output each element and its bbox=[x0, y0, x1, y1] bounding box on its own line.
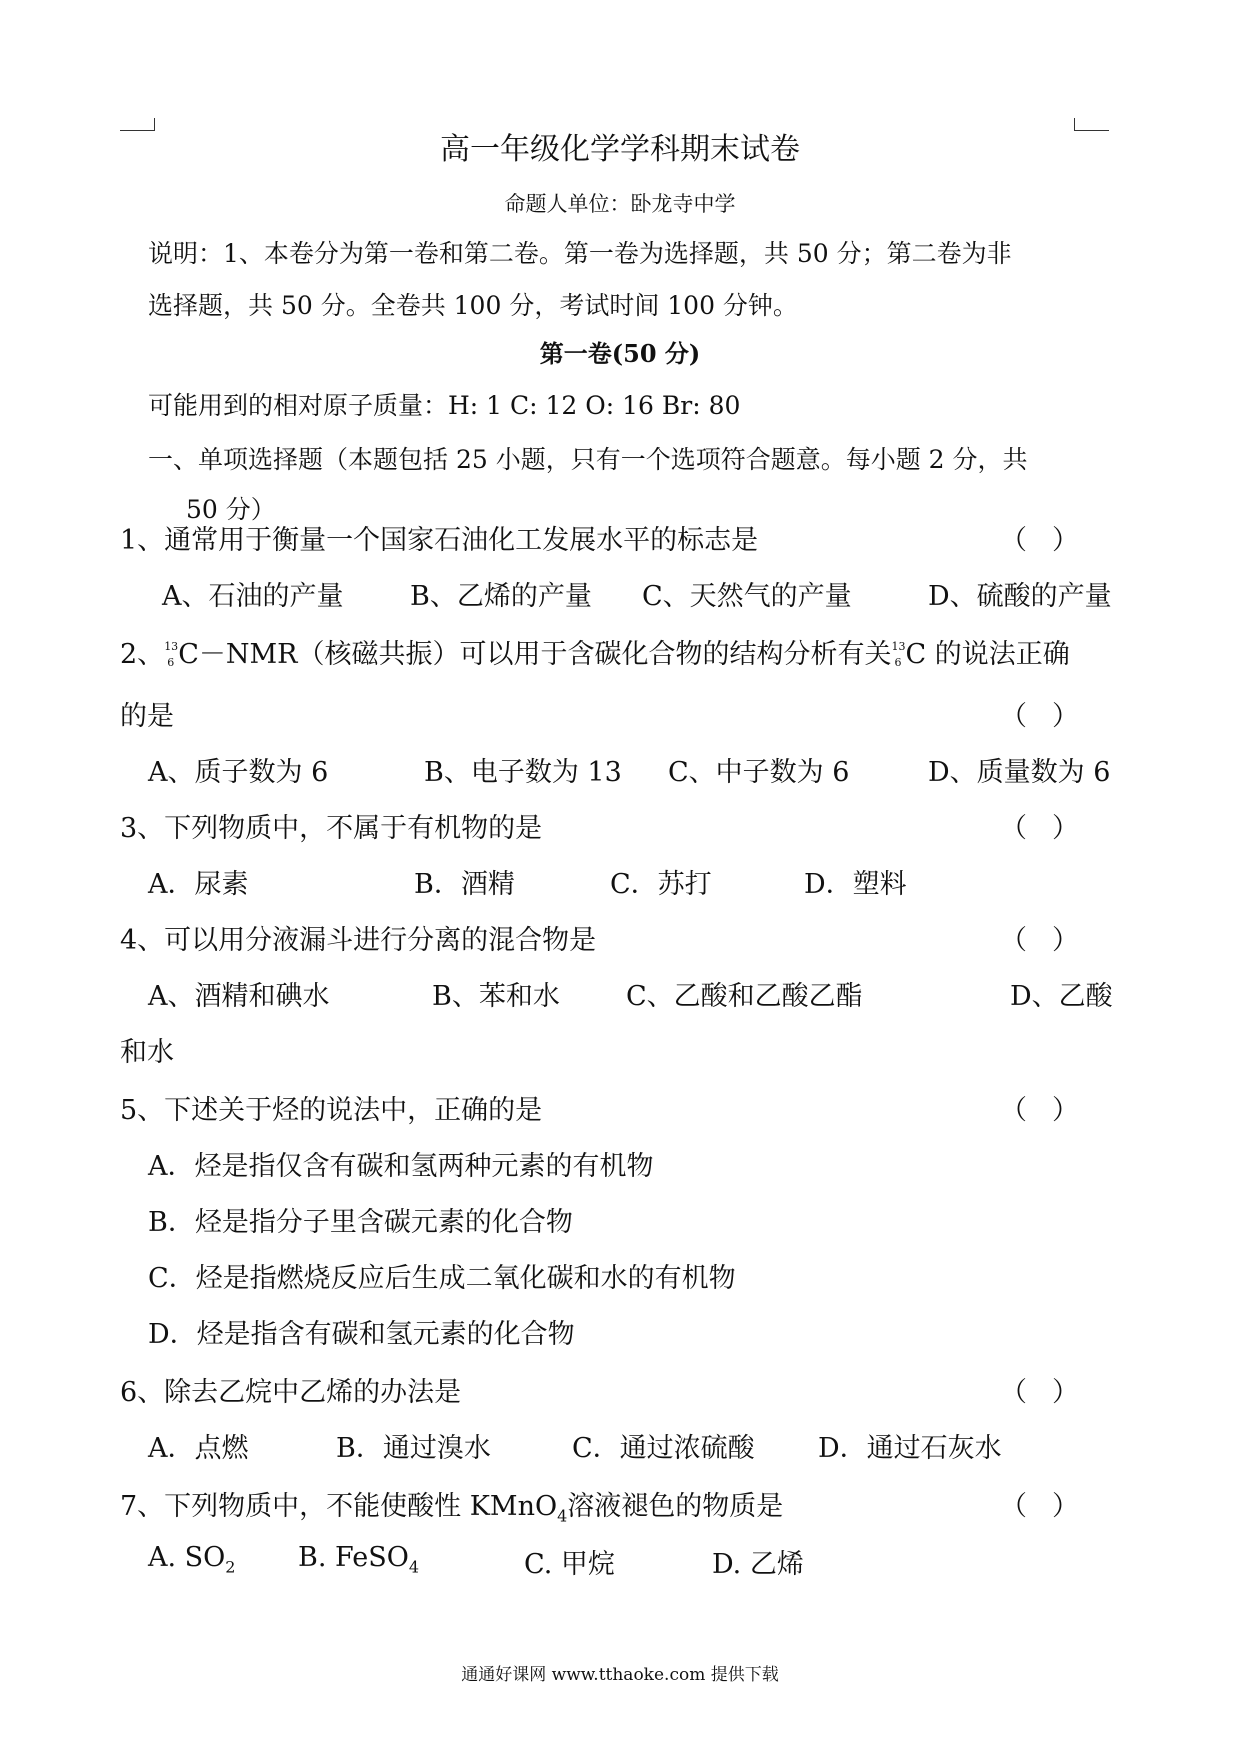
question-6-option-d: D．通过石灰水 bbox=[818, 1433, 1002, 1464]
section-title: 第一卷(50 分) bbox=[539, 339, 701, 368]
question-2-option-b: B、电子数为 13 bbox=[424, 757, 622, 788]
question-7-option-b: B. FeSO$_4$ bbox=[298, 1542, 420, 1577]
question-7-option-c: C. 甲烷 bbox=[524, 1549, 615, 1580]
instructions-line-1: 说明：1、本卷分为第一卷和第二卷。第一卷为选择题，共 50 分；第二卷为非 bbox=[148, 239, 1012, 268]
question-3-option-c: C．苏打 bbox=[610, 869, 712, 900]
question-3-answer-blank[interactable]: （ ） bbox=[1000, 813, 1079, 844]
part-one-heading-line-2: 50 分） bbox=[186, 495, 276, 524]
exam-author: 命题人单位：卧龙寺中学 bbox=[504, 192, 736, 216]
question-4-option-b: B、苯和水 bbox=[432, 981, 560, 1012]
question-2-stem-middle: C－NMR（核磁共振）可以用于含碳化合物的结构分析有关 bbox=[178, 639, 892, 670]
question-2-stem-prefix: 2、 bbox=[120, 639, 165, 670]
question-3-option-b: B．酒精 bbox=[414, 869, 515, 900]
question-4-option-d-continued: 和水 bbox=[120, 1037, 174, 1068]
question-6-stem: 6、除去乙烷中乙烯的办法是 bbox=[120, 1377, 462, 1408]
question-1-answer-blank[interactable]: （ ） bbox=[1000, 525, 1079, 556]
question-5-option-d: D．烃是指含有碳和氢元素的化合物 bbox=[148, 1319, 575, 1350]
question-1-option-a: A、石油的产量 bbox=[162, 581, 344, 612]
instructions-line-2: 选择题，共 50 分。全卷共 100 分，考试时间 100 分钟。 bbox=[148, 291, 798, 320]
question-5-option-b: B．烃是指分子里含碳元素的化合物 bbox=[148, 1207, 573, 1238]
question-7-answer-blank[interactable]: （ ） bbox=[1000, 1491, 1079, 1522]
question-2-stem-line-2: 的是 bbox=[120, 701, 174, 732]
exam-title: 高一年级化学学科期末试卷 bbox=[440, 132, 800, 167]
question-4-option-d: D、乙酸 bbox=[1010, 981, 1113, 1012]
question-2-stem bbox=[120, 632, 1070, 671]
question-4-stem: 4、可以用分液漏斗进行分离的混合物是 bbox=[120, 925, 597, 956]
question-4-answer-blank[interactable]: （ ） bbox=[1000, 925, 1079, 956]
question-2-option-a: A、质子数为 6 bbox=[148, 757, 329, 788]
question-6-answer-blank[interactable]: （ ） bbox=[1000, 1377, 1079, 1408]
question-1-option-c: C、天然气的产量 bbox=[642, 581, 852, 612]
question-6-option-b: B．通过溴水 bbox=[336, 1433, 491, 1464]
question-4-option-a: A、酒精和碘水 bbox=[148, 981, 330, 1012]
question-2-stem-suffix: C 的说法正确 bbox=[905, 639, 1070, 670]
question-1-option-d: D、硫酸的产量 bbox=[928, 581, 1112, 612]
atomic-masses: 可能用到的相对原子质量：H: 1 C: 12 O: 16 Br: 80 bbox=[148, 391, 741, 420]
carbon-13-isotope-symbol: 13 6 bbox=[164, 639, 179, 669]
question-6-option-c: C．通过浓硫酸 bbox=[572, 1433, 755, 1464]
question-6-option-a: A．点燃 bbox=[148, 1433, 249, 1464]
question-3-stem: 3、下列物质中，不属于有机物的是 bbox=[120, 813, 543, 844]
question-7-option-d: D. 乙烯 bbox=[712, 1549, 804, 1580]
question-7-stem bbox=[120, 1484, 783, 1525]
question-2-answer-blank[interactable]: （ ） bbox=[1000, 701, 1079, 732]
question-2-option-c: C、中子数为 6 bbox=[668, 757, 850, 788]
question-7-stem-suffix: 溶液褪色的物质是 bbox=[567, 1491, 784, 1522]
question-2-option-d: D、质量数为 6 bbox=[928, 757, 1111, 788]
question-5-answer-blank[interactable]: （ ） bbox=[1000, 1095, 1079, 1126]
carbon-13-isotope-symbol: 13 6 bbox=[891, 639, 906, 669]
page-footer: 通通好课网 www.tthaoke.com 提供下载 bbox=[461, 1665, 779, 1685]
question-1-option-b: B、乙烯的产量 bbox=[410, 581, 592, 612]
question-1-stem: 1、通常用于衡量一个国家石油化工发展水平的标志是 bbox=[120, 525, 759, 556]
question-3-option-a: A．尿素 bbox=[148, 869, 249, 900]
part-one-heading-line-1: 一、单项选择题（本题包括 25 小题，只有一个选项符合题意。每小题 2 分，共 bbox=[148, 445, 1028, 474]
question-5-option-c: C．烃是指燃烧反应后生成二氧化碳和水的有机物 bbox=[148, 1263, 736, 1294]
kmno4-subscript: 4 bbox=[557, 1506, 568, 1526]
question-7-stem-prefix: 7、下列物质中，不能使酸性 KMnO bbox=[120, 1491, 558, 1522]
question-5-stem: 5、下述关于烃的说法中，正确的是 bbox=[120, 1095, 543, 1126]
question-4-option-c: C、乙酸和乙酸乙酯 bbox=[626, 981, 863, 1012]
question-5-option-a: A．烃是指仅含有碳和氢两种元素的有机物 bbox=[148, 1151, 654, 1182]
question-3-option-d: D．塑料 bbox=[804, 869, 907, 900]
question-7-option-a: A. $SO_2$ bbox=[148, 1542, 236, 1577]
